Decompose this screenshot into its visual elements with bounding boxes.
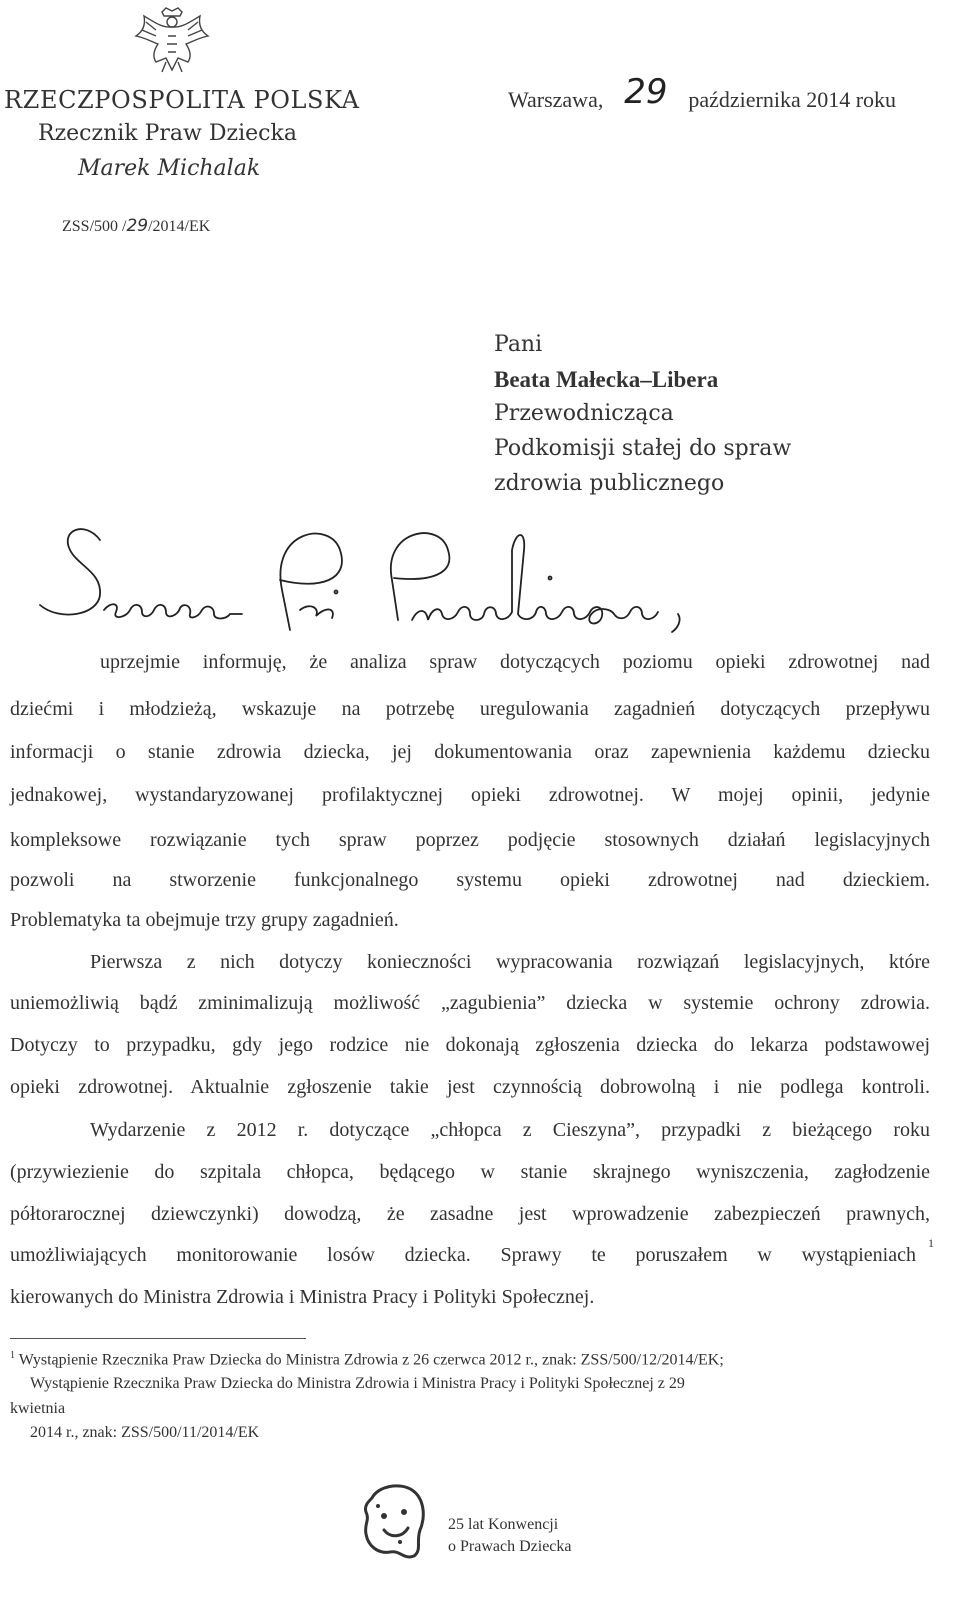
p3-line-5: kierowanych do Ministra Zdrowia i Ministra Pracy i Polityki Społecznej.: [10, 1286, 595, 1308]
letterhead-line-1: RZECZPOSPOLITA POLSKA: [4, 86, 360, 114]
date-suffix: października 2014 roku: [688, 87, 897, 112]
p1-line-7: Problematyka ta obejmuje trzy grupy zagadnień.: [10, 909, 399, 931]
p2-line-2: uniemożliwią bądź zminimalizują możliwość „zagubienia” dziecka w systemie ochrony zdrowia.: [10, 992, 930, 1014]
footnote-line-2: Wystąpienie Rzecznika Praw Dziecka do Ministra Zdrowia i Ministra Pracy i Polityki Społecznej z 29: [30, 1375, 685, 1392]
addressee-salutation: Pani: [494, 332, 543, 357]
footnote-reference-mark: 1: [928, 1236, 934, 1250]
footnote-line-1: [10, 1350, 724, 1369]
p1-line-6: pozwoli na stworzenie funkcjonalnego systemu opieki zdrowotnej nad dzieckiem.: [10, 869, 930, 891]
footnote-mark: 1: [10, 1350, 15, 1361]
footnote-line-3: kwietnia: [10, 1400, 66, 1417]
p2-line-1: Pierwsza z nich dotyczy konieczności wypracowania rozwiązań legislacyjnych, które: [90, 951, 930, 973]
p3-line-2: (przywiezienie do szpitala chłopca, będącego w stanie skrajnego wyniszczenia, zagłodzenie: [10, 1161, 930, 1183]
p3-line-4: umożliwiających monitorowanie losów dziecka. Sprawy te poruszałem w wystąpieniach: [10, 1244, 916, 1266]
p2-line-3: Dotyczy to przypadku, gdy jego rodzice nie dokonają zgłoszenia dziecka do lekarza podstawowej: [10, 1034, 930, 1056]
p3-line-3: półtorarocznej dziewczynki) dowodzą, że zasadne jest wprowadzenie zabezpieczeń prawnych,: [10, 1203, 930, 1225]
letterhead-line-3: Marek Michalak: [78, 156, 261, 181]
reference-handwritten: 29: [126, 216, 149, 236]
reference-prefix: ZSS/500 /: [62, 218, 127, 235]
p1-line-1: uprzejmie informuję, że analiza spraw dotyczących poziomu opieki zdrowotnej nad: [100, 651, 930, 673]
date-day-handwritten: 29: [624, 72, 668, 112]
footer-logo-line-2: o Prawach Dziecka: [448, 1538, 572, 1555]
addressee-name: Beata Małecka–Libera: [494, 367, 719, 392]
p1-line-4: jednakowej, wystandaryzowanej profilaktycznej opieki zdrowotnej. W mojej opinii, jedynie: [10, 784, 930, 806]
white-eagle-emblem-icon: [132, 6, 212, 78]
p1-line-3: informacji o stanie zdrowia dziecka, jej dokumentowania oraz zapewnienia każdemu dziecku: [10, 741, 930, 763]
reference-suffix: /2014/EK: [148, 218, 211, 235]
addressee-title-3: zdrowia publicznego: [494, 471, 725, 496]
letter-date: [508, 72, 897, 116]
p2-line-4: opieki zdrowotnej. Aktualnie zgłoszenie takie jest czynnością dobrowolną i nie podlega kontroli.: [10, 1076, 930, 1098]
p1-line-5: kompleksowe rozwiązanie tych spraw poprzez podjęcie stosownych działań legislacyjnych: [10, 829, 930, 851]
p3-line-1: Wydarzenie z 2012 r. dotyczące „chłopca z Cieszyna”, przypadki z bieżącego roku: [90, 1119, 930, 1141]
date-prefix: Warszawa,: [508, 87, 604, 112]
smiling-puzzle-face-logo-icon: [360, 1480, 430, 1560]
footnote-line-4: 2014 r., znak: ZSS/500/11/2014/EK: [30, 1424, 260, 1441]
handwritten-greeting: [30, 510, 710, 655]
footer-logo-line-1: 25 lat Konwencji: [448, 1516, 559, 1533]
letterhead-line-2: Rzecznik Praw Dziecka: [38, 121, 297, 146]
footnote-rule: [10, 1338, 306, 1339]
footnote-line-1-text: Wystąpienie Rzecznika Praw Dziecka do Ministra Zdrowia z 26 czerwca 2012 r., znak: ZSS/500/12/2014/EK;: [18, 1351, 724, 1369]
addressee-title-1: Przewodnicząca: [494, 401, 674, 426]
addressee-title-2: Podkomisji stałej do spraw: [494, 436, 792, 461]
reference-number: [62, 216, 210, 236]
p1-line-2: dziećmi i młodzieżą, wskazuje na potrzebę uregulowania zagadnień dotyczących przepływu: [10, 698, 930, 720]
